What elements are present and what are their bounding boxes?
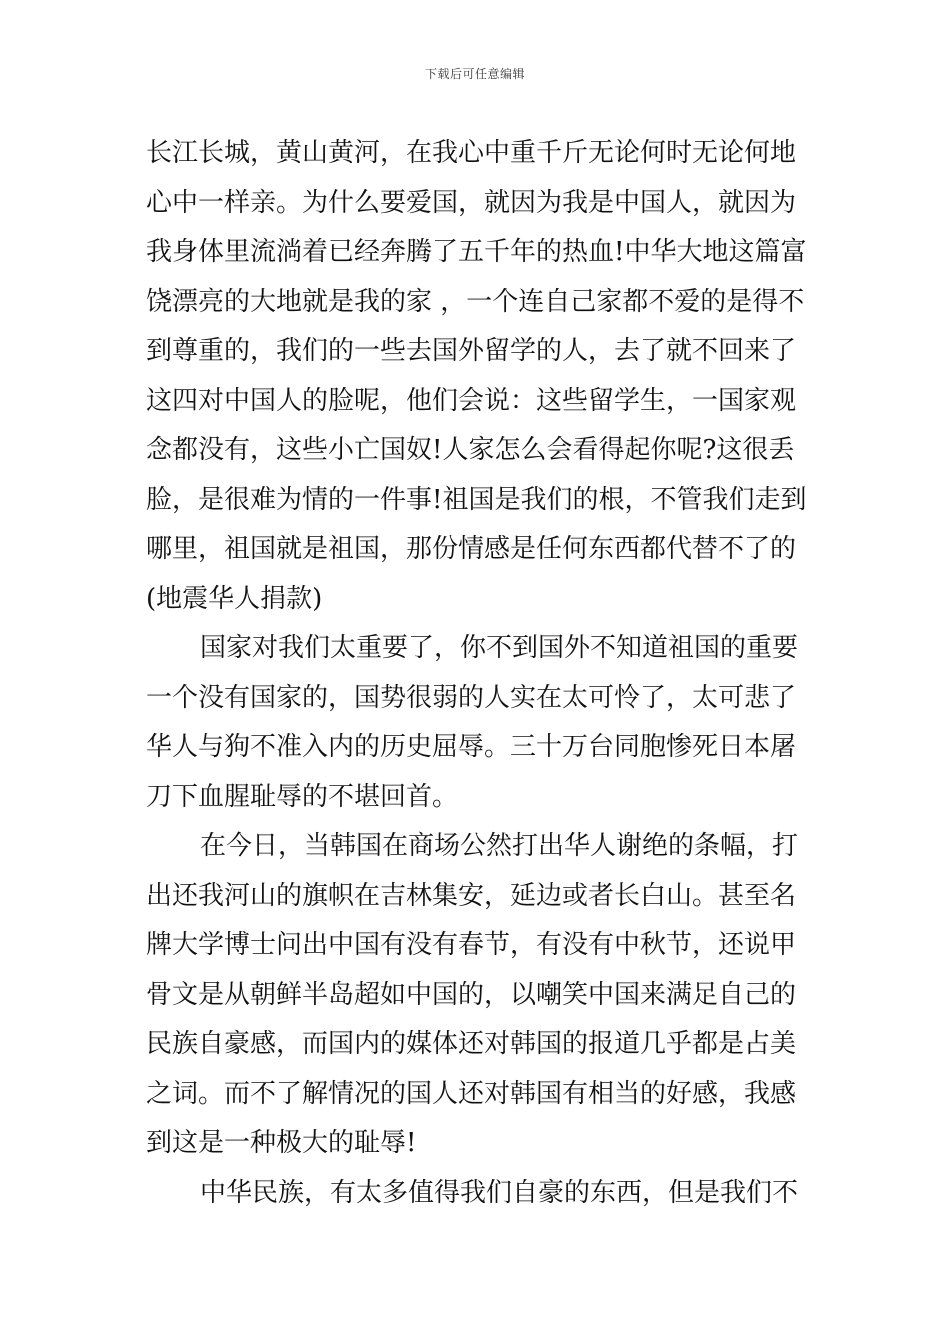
- text-line: 民族自豪感，而国内的媒体还对韩国的报道几乎都是占美: [146, 1029, 797, 1059]
- text-line: 我身体里流淌着已经奔腾了五千年的热血!中华大地这篇富: [146, 237, 807, 267]
- text-line: 骨文是从朝鲜半岛超如中国的，以嘲笑中国来满足自己的: [146, 979, 797, 1010]
- text-line: 刀下血腥耻辱的不堪回首。: [146, 781, 459, 812]
- text-line: 到这是一种极大的耻辱!: [146, 1128, 417, 1158]
- text-line: 之词。而不了解情况的国人还对韩国有相当的好感，我感: [146, 1078, 797, 1109]
- text-line: 心中一样亲。为什么要爱国，就因为我是中国人，就因为: [146, 187, 797, 218]
- document-body: [146, 129, 806, 1218]
- text-line: 哪里，祖国就是祖国，那份情感是任何东西都代替不了的: [146, 534, 797, 564]
- text-line: 牌大学博士问出中国有没有春节，有没有中秋节，还说甲: [146, 930, 797, 960]
- text-line: 饶漂亮的大地就是我的家 ，一个连自己家都不爱的是得不: [146, 286, 805, 317]
- text-line: 脸，是很难为情的一件事!祖国是我们的根，不管我们走到: [146, 484, 807, 515]
- text-line: 华人与狗不准入内的历史屈辱。三十万台同胞惨死日本屠: [146, 732, 797, 762]
- text-line: 出还我河山的旗帜在吉林集安，延边或者长白山。甚至名: [146, 880, 797, 911]
- text-line: 一个没有国家的，国势很弱的人实在太可怜了，太可悲了: [146, 682, 797, 713]
- text-line: 到尊重的，我们的一些去国外留学的人，去了就不回来了: [146, 336, 797, 366]
- text-line: 念都没有，这些小亡国奴!人家怎么会看得起你呢?这很丢: [146, 435, 795, 465]
- page-header: 下载后可任意编辑: [424, 67, 525, 81]
- text-line: 在今日，当韩国在商场公然打出华人谢绝的条幅，打: [200, 831, 799, 861]
- text-line: 国家对我们太重要了，你不到国外不知道祖国的重要: [200, 633, 799, 663]
- text-line: 长江长城，黄山黄河，在我心中重千斤无论何时无论何地: [146, 138, 797, 168]
- text-line: 中华民族，有太多值得我们自豪的东西，但是我们不: [200, 1177, 799, 1208]
- text-line: (地震华人捐款): [146, 583, 323, 614]
- text-line: 这四对中国人的脸呢，他们会说：这些留学生，一国家观: [146, 385, 797, 416]
